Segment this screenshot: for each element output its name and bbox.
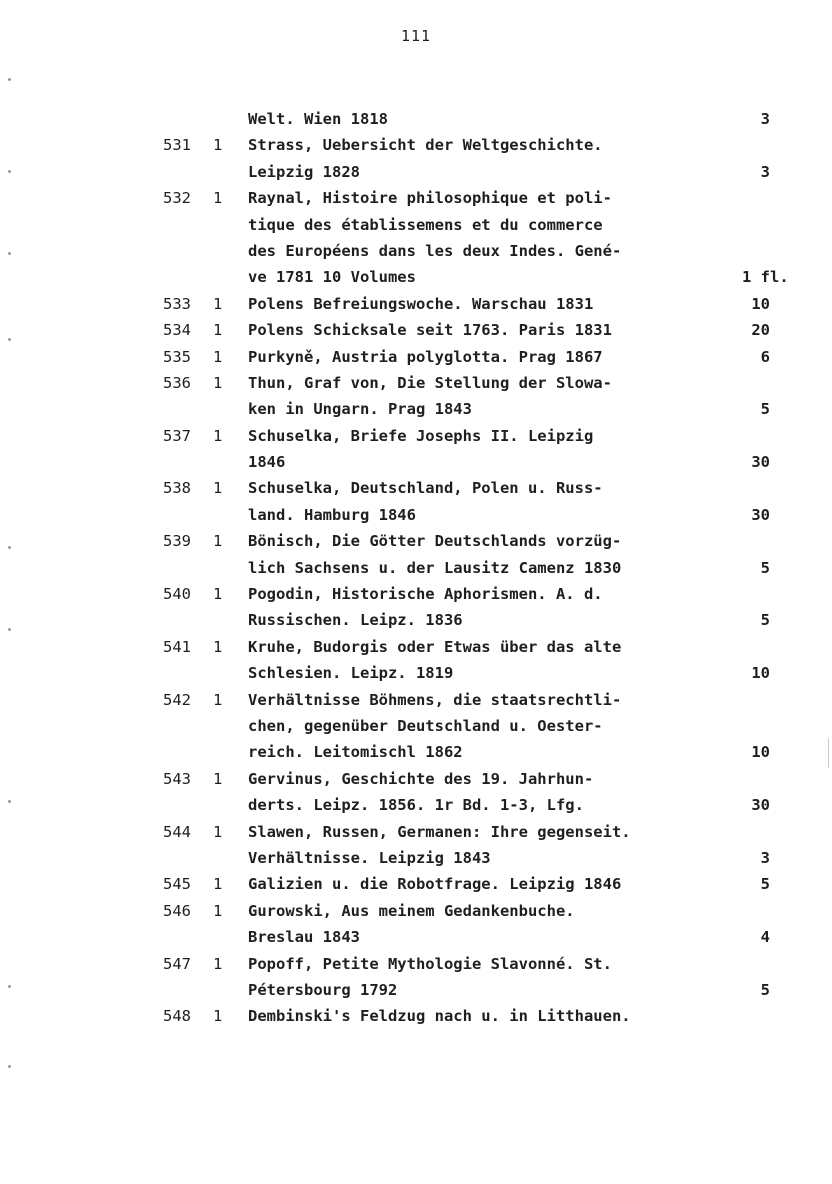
entry-number: 536 [163, 373, 191, 392]
page-number: 111 [400, 27, 432, 45]
entry-text: Leipzig 1828 [248, 162, 360, 181]
catalog-entry [0, 291, 832, 317]
catalog-entry [0, 370, 832, 423]
entry-price: 30 [751, 505, 770, 524]
entry-text: Schuselka, Deutschland, Polen u. Russ- [248, 479, 603, 498]
entry-text: Gervinus, Geschichte des 19. Jahrhun- [248, 769, 594, 788]
catalog-entry [0, 132, 832, 185]
entry-number: 545 [163, 875, 191, 894]
entry-quantity: 1 [213, 321, 223, 340]
entry-price: 4 [760, 928, 770, 947]
entry-number: 533 [163, 294, 191, 313]
catalog-entry [0, 898, 832, 951]
entry-price: 5 [760, 980, 770, 999]
entry-price: 1 fl. [742, 268, 789, 287]
entry-text: Polens Schicksale seit 1763. Paris 1831 [248, 321, 612, 340]
entry-price: 6 [760, 347, 770, 366]
catalog-entry [0, 528, 832, 581]
entry-quantity: 1 [213, 690, 223, 709]
entry-line [0, 792, 832, 818]
entry-number: 543 [163, 769, 191, 788]
entry-number: 532 [163, 189, 191, 208]
entry-text: Gurowski, Aus meinem Gedankenbuche. [248, 901, 575, 920]
entry-line [0, 238, 832, 264]
entry-price: 20 [751, 321, 770, 340]
entry-price: 30 [751, 796, 770, 815]
entry-line [0, 845, 832, 871]
entry-line [0, 185, 832, 211]
entry-quantity: 1 [213, 479, 223, 498]
catalog-entry [0, 1003, 832, 1029]
entry-quantity: 1 [213, 585, 223, 604]
entry-text: Pogodin, Historische Aphorismen. A. d. [248, 585, 603, 604]
entry-price: 10 [751, 664, 770, 683]
entry-line [0, 449, 832, 475]
entry-line [0, 607, 832, 633]
entry-text: Russischen. Leipz. 1836 [248, 611, 463, 630]
entry-text: Polens Befreiungswoche. Warschau 1831 [248, 294, 594, 313]
entry-quantity: 1 [213, 637, 223, 656]
entry-text: reich. Leitomischl 1862 [248, 743, 463, 762]
entry-text: Thun, Graf von, Die Stellung der Slowa- [248, 373, 612, 392]
catalog-entry [0, 344, 832, 370]
catalog-list [0, 106, 832, 1030]
entry-number: 535 [163, 347, 191, 366]
scan-speck [8, 338, 11, 341]
entry-number: 542 [163, 690, 191, 709]
entry-line [0, 713, 832, 739]
entry-line [0, 502, 832, 528]
entry-text: Welt. Wien 1818 [248, 110, 388, 128]
entry-text: lich Sachsens u. der Lausitz Camenz 1830 [248, 558, 622, 577]
entry-quantity: 1 [213, 875, 223, 894]
entry-line [0, 528, 832, 554]
entry-number: 546 [163, 901, 191, 920]
entry-line [0, 159, 832, 185]
entry-line [0, 555, 832, 581]
entry-line [0, 687, 832, 713]
entry-line [0, 264, 832, 290]
catalog-entry [0, 317, 832, 343]
entry-line [0, 898, 832, 924]
entry-quantity: 1 [213, 822, 223, 841]
entry-line [0, 951, 832, 977]
entry-price: 5 [760, 400, 770, 419]
entry-line [0, 819, 832, 845]
entry-price: 5 [760, 558, 770, 577]
entry-text: 1846 [248, 453, 286, 472]
entry-text: Verhältnisse. Leipzig 1843 [248, 848, 491, 867]
entry-line [0, 660, 832, 686]
catalog-entry [0, 819, 832, 872]
catalog-entry [0, 951, 832, 1004]
entry-text: Raynal, Histoire philosophique et poli- [248, 189, 612, 208]
entry-line [0, 132, 832, 158]
entry-text: Verhältnisse Böhmens, die staatsrechtli- [248, 690, 622, 709]
entry-text: ve 1781 10 Volumes [248, 268, 416, 287]
entry-line [0, 291, 832, 317]
entry-text: Galizien u. die Robotfrage. Leipzig 1846 [248, 875, 622, 894]
entry-number: 537 [163, 426, 191, 445]
entry-line [0, 977, 832, 1003]
entry-line [0, 317, 832, 343]
entry-line [0, 581, 832, 607]
entry-line [0, 106, 832, 132]
entry-quantity: 1 [213, 373, 223, 392]
entry-number: 547 [163, 954, 191, 973]
entry-price: 3 [760, 848, 770, 867]
entry-text: land. Hamburg 1846 [248, 505, 416, 524]
entry-number: 541 [163, 637, 191, 656]
entry-text: Popoff, Petite Mythologie Slavonné. St. [248, 954, 612, 973]
entry-quantity: 1 [213, 954, 223, 973]
entry-text: Strass, Uebersicht der Weltgeschichte. [248, 136, 603, 155]
entry-quantity: 1 [213, 1007, 223, 1026]
entry-quantity: 1 [213, 532, 223, 551]
entry-price: 30 [751, 453, 770, 472]
entry-line [0, 370, 832, 396]
entry-line [0, 475, 832, 501]
catalog-entry [0, 475, 832, 528]
entry-number: 531 [163, 136, 191, 155]
entry-text: chen, gegenüber Deutschland u. Oester- [248, 716, 603, 735]
entry-line [0, 423, 832, 449]
catalog-entry [0, 687, 832, 766]
entry-text: tique des établissemens et du commerce [248, 215, 603, 234]
entry-number: 540 [163, 585, 191, 604]
entry-quantity: 1 [213, 426, 223, 445]
entry-number: 544 [163, 822, 191, 841]
entry-number: 534 [163, 321, 191, 340]
entry-text: Dembinski's Feldzug nach u. in Litthauen. [248, 1007, 631, 1026]
entry-text: Pétersbourg 1792 [248, 980, 398, 999]
entry-line [0, 344, 832, 370]
entry-price: 3 [760, 110, 770, 128]
entry-line [0, 871, 832, 897]
entry-line [0, 739, 832, 765]
entry-quantity: 1 [213, 136, 223, 155]
entry-line [0, 396, 832, 422]
entry-price: 5 [760, 875, 770, 894]
scan-speck [8, 1065, 11, 1068]
entry-line [0, 1003, 832, 1029]
entry-number: 538 [163, 479, 191, 498]
entry-price: 10 [751, 294, 770, 313]
entry-line [0, 212, 832, 238]
entry-price: 5 [760, 611, 770, 630]
entry-text: Schuselka, Briefe Josephs II. Leipzig [248, 426, 594, 445]
entry-text: des Européens dans les deux Indes. Gené- [248, 241, 622, 260]
scan-speck [8, 78, 11, 81]
entry-quantity: 1 [213, 294, 223, 313]
entry-line [0, 634, 832, 660]
entry-quantity: 1 [213, 347, 223, 366]
scan-speck [8, 985, 11, 988]
entry-text: ken in Ungarn. Prag 1843 [248, 400, 472, 419]
catalog-entry [0, 185, 832, 291]
scan-edge-mark [828, 738, 829, 768]
entry-text: Bönisch, Die Götter Deutschlands vorzüg- [248, 532, 622, 551]
entry-price: 10 [751, 743, 770, 762]
scan-speck [8, 170, 11, 173]
entry-text: Schlesien. Leipz. 1819 [248, 664, 454, 683]
scan-speck [8, 628, 11, 631]
entry-quantity: 1 [213, 901, 223, 920]
catalog-entry [0, 634, 832, 687]
catalog-entry [0, 106, 832, 132]
scan-speck [8, 546, 11, 549]
entry-quantity: 1 [213, 769, 223, 788]
scan-speck [8, 800, 11, 803]
catalog-entry [0, 871, 832, 897]
entry-text: derts. Leipz. 1856. 1r Bd. 1-3, Lfg. [248, 796, 584, 815]
entry-text: Breslau 1843 [248, 928, 360, 947]
entry-text: Slawen, Russen, Germanen: Ihre gegenseit. [248, 822, 631, 841]
entry-line [0, 766, 832, 792]
entry-text: Kruhe, Budorgis oder Etwas über das alte [248, 637, 622, 656]
entry-text: Purkyně, Austria polyglotta. Prag 1867 [248, 347, 603, 366]
catalog-entry [0, 581, 832, 634]
entry-number: 539 [163, 532, 191, 551]
entry-line [0, 924, 832, 950]
entry-number: 548 [163, 1007, 191, 1026]
entry-quantity: 1 [213, 189, 223, 208]
entry-price: 3 [760, 162, 770, 181]
scan-speck [8, 252, 11, 255]
catalog-entry [0, 766, 832, 819]
catalog-entry [0, 423, 832, 476]
